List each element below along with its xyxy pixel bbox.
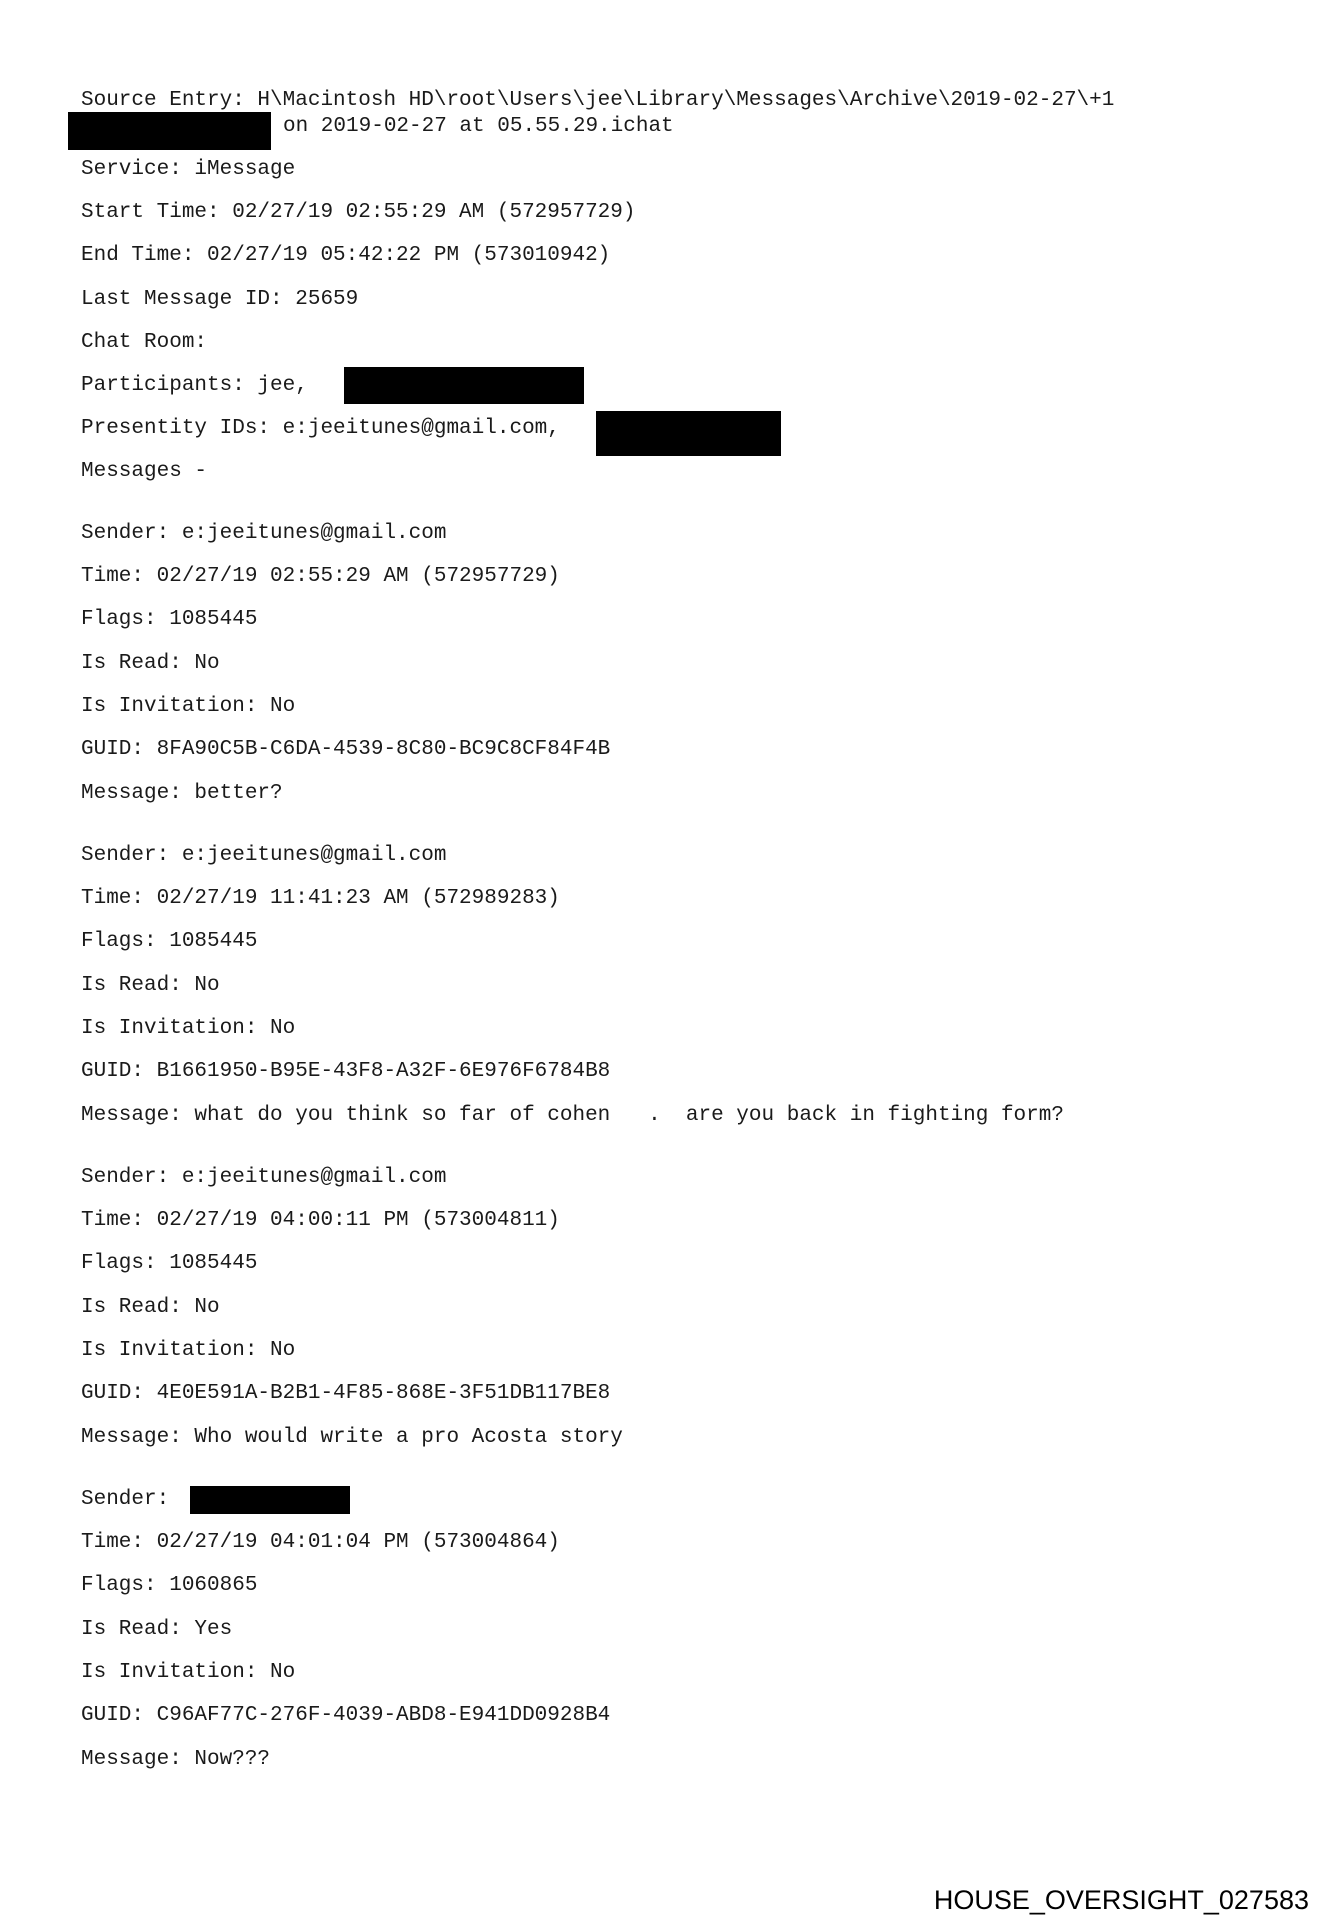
- message-is-invitation: Is Invitation: No: [81, 1339, 296, 1362]
- message-text: Message: Now???: [81, 1748, 271, 1771]
- message-flags: Flags: 1085445: [81, 1252, 258, 1275]
- message-time: Time: 02/27/19 11:41:23 AM (572989283): [81, 887, 560, 910]
- message-text: Message: what do you think so far of cohen . are you back in fighting form?: [81, 1104, 1064, 1127]
- presentity-ids-line: Presentity IDs: e:jeeitunes@gmail.com,: [81, 417, 560, 440]
- messages-label: Messages -: [81, 460, 208, 483]
- message-flags: Flags: 1060865: [81, 1574, 258, 1597]
- message-is-read: Is Read: Yes: [81, 1618, 233, 1641]
- end-time-line: End Time: 02/27/19 05:42:22 PM (573010942): [81, 244, 611, 267]
- chat-room-line: Chat Room:: [81, 331, 208, 354]
- message-sender: Sender: e:jeeitunes@gmail.com: [81, 844, 447, 867]
- message-guid: GUID: C96AF77C-276F-4039-ABD8-E941DD0928B4: [81, 1704, 611, 1727]
- message-is-invitation: Is Invitation: No: [81, 1661, 296, 1684]
- message-sender: Sender: e:jeeitunes@gmail.com: [81, 522, 447, 545]
- message-is-invitation: Is Invitation: No: [81, 695, 296, 718]
- redaction-block: [344, 367, 584, 404]
- source-entry-line-2: on 2019-02-27 at 05.55.29.ichat: [283, 115, 674, 138]
- service-line: Service: iMessage: [81, 158, 296, 181]
- message-text: Message: Who would write a pro Acosta story: [81, 1426, 623, 1449]
- redaction-block: [190, 1486, 350, 1514]
- message-guid: GUID: 8FA90C5B-C6DA-4539-8C80-BC9C8CF84F4B: [81, 738, 611, 761]
- last-message-id-line: Last Message ID: 25659: [81, 288, 359, 311]
- redaction-block: [68, 112, 271, 150]
- message-sender: Sender:: [81, 1488, 170, 1511]
- message-time: Time: 02/27/19 02:55:29 AM (572957729): [81, 565, 560, 588]
- message-time: Time: 02/27/19 04:01:04 PM (573004864): [81, 1531, 560, 1554]
- message-is-invitation: Is Invitation: No: [81, 1017, 296, 1040]
- message-sender: Sender: e:jeeitunes@gmail.com: [81, 1166, 447, 1189]
- message-text: Message: better?: [81, 782, 283, 805]
- message-flags: Flags: 1085445: [81, 930, 258, 953]
- message-time: Time: 02/27/19 04:00:11 PM (573004811): [81, 1209, 560, 1232]
- message-is-read: Is Read: No: [81, 652, 220, 675]
- message-guid: GUID: B1661950-B95E-43F8-A32F-6E976F6784B8: [81, 1060, 611, 1083]
- message-guid: GUID: 4E0E591A-B2B1-4F85-868E-3F51DB117BE8: [81, 1382, 611, 1405]
- redaction-block: [596, 411, 781, 456]
- participants-line: Participants: jee,: [81, 374, 321, 397]
- bates-number: HOUSE_OVERSIGHT_027583: [933, 1885, 1309, 1915]
- message-flags: Flags: 1085445: [81, 608, 258, 631]
- source-entry-line-1: Source Entry: H\Macintosh HD\root\Users\jee\Library\Messages\Archive\2019-02-27\+1: [81, 89, 1115, 112]
- message-is-read: Is Read: No: [81, 974, 220, 997]
- start-time-line: Start Time: 02/27/19 02:55:29 AM (572957729): [81, 201, 636, 224]
- message-is-read: Is Read: No: [81, 1296, 220, 1319]
